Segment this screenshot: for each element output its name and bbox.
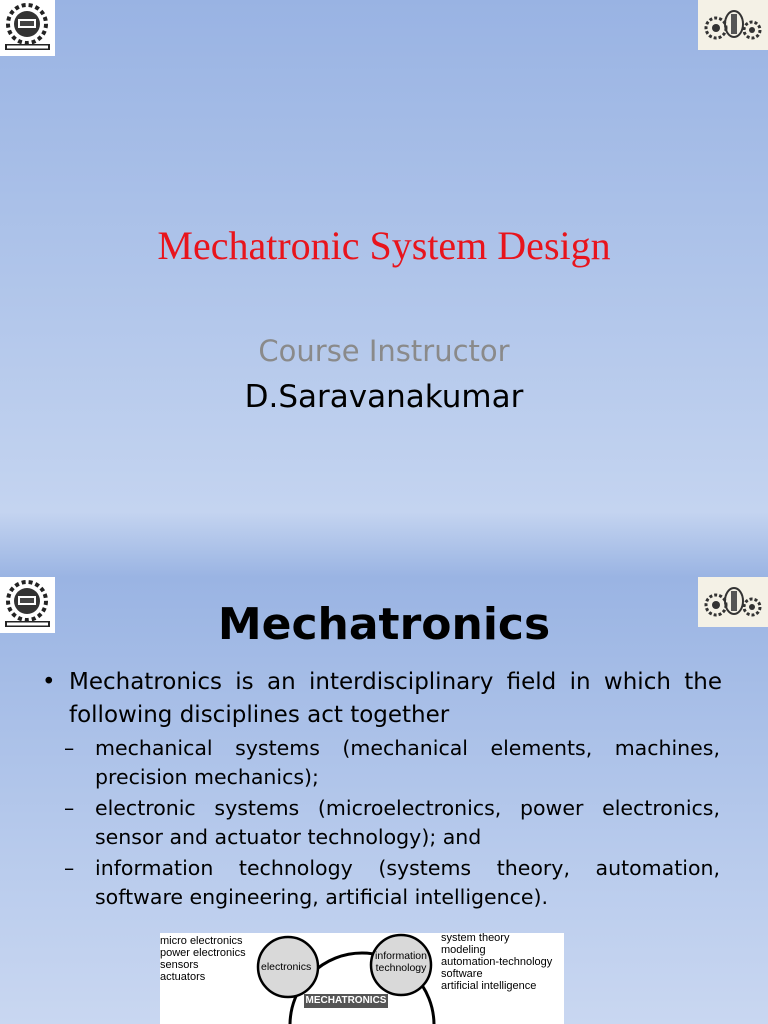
list-item: software bbox=[441, 968, 483, 980]
list-item: modeling bbox=[441, 944, 486, 956]
sub-bullet-information bbox=[64, 854, 720, 912]
sub-bullet-mechanical bbox=[64, 734, 720, 792]
slide-gap bbox=[0, 512, 768, 577]
circle-label-electronics: electronics bbox=[261, 961, 312, 973]
instructor-name: D.Saravanakumar bbox=[244, 379, 524, 415]
slide-1-title: Mechatronic System Design bbox=[157, 223, 611, 268]
sub-bullet-text: mechanical systems (mechanical elements, machines, precision mechanics); bbox=[95, 736, 720, 789]
gear-emblem-icon bbox=[0, 0, 55, 56]
list-item: actuators bbox=[160, 971, 206, 983]
list-item: power electronics bbox=[160, 947, 246, 959]
slide-2 bbox=[0, 577, 768, 1024]
mechatronics-center-label: MECHATRONICS bbox=[305, 995, 387, 1006]
list-item: system theory bbox=[441, 932, 510, 944]
electronics-topics-list bbox=[160, 935, 246, 983]
gears-icon bbox=[698, 0, 768, 50]
dash-icon: – bbox=[64, 736, 75, 760]
dash-icon: – bbox=[64, 796, 75, 820]
mechatronics-diagram bbox=[160, 933, 564, 1024]
list-item: micro electronics bbox=[160, 935, 243, 947]
main-bullet bbox=[42, 666, 722, 732]
course-instructor-label: Course Instructor bbox=[258, 334, 510, 368]
list-item: sensors bbox=[160, 959, 199, 971]
dash-icon: – bbox=[64, 856, 75, 880]
main-bullet-text: Mechatronics is an interdisciplinary field in which the following disciplines act together bbox=[69, 669, 722, 728]
sub-bullet-electronic bbox=[64, 794, 720, 852]
sub-bullet-text: information technology (systems theory, automation, software engineering, artificial intelligence). bbox=[95, 856, 720, 909]
university-logo bbox=[0, 0, 55, 56]
department-logo bbox=[698, 0, 768, 50]
list-item: artificial intelligence bbox=[441, 980, 537, 992]
information-topics-list bbox=[441, 932, 552, 992]
circle-label-information: information bbox=[375, 950, 427, 962]
bullet-dot-icon: • bbox=[42, 669, 56, 695]
slide-2-title: Mechatronics bbox=[217, 599, 551, 650]
list-item: automation-technology bbox=[441, 956, 553, 968]
circle-label-technology: technology bbox=[375, 962, 427, 974]
sub-bullet-text: electronic systems (microelectronics, power electronics, sensor and actuator technology); and bbox=[95, 796, 720, 849]
